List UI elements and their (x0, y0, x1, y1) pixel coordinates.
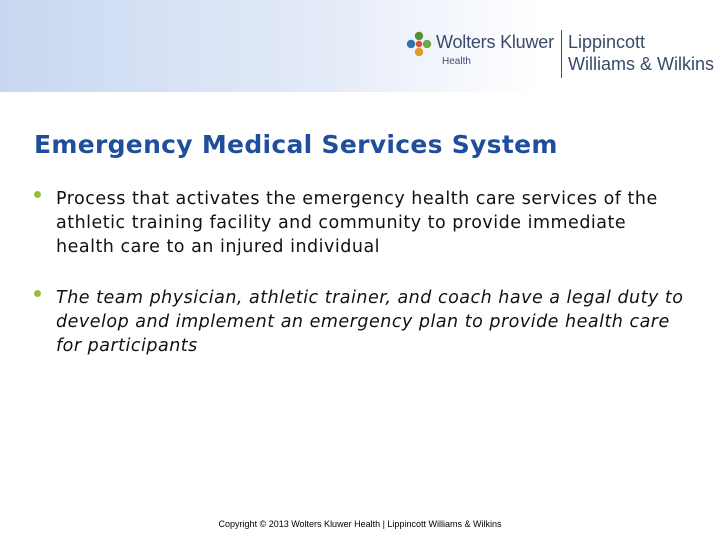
brand-name: Wolters Kluwer (436, 32, 554, 52)
bullet-dot-icon (34, 290, 41, 297)
bullet-text: Process that activates the emergency health care services of the athletic training facility and community to provide immediate health care to an injured individual (56, 189, 658, 257)
copyright-footer: Copyright © 2013 Wolters Kluwer Health | Lippincott Williams & Wilkins (218, 519, 502, 529)
wolters-kluwer-logo-icon (406, 31, 432, 57)
partner-line-1: Lippincott (568, 32, 646, 52)
brand-sub: Health (442, 56, 471, 67)
logo-divider (561, 30, 562, 78)
slide-title: Emergency Medical Services System (34, 130, 558, 159)
partner-line-2: Williams & Wilkins (568, 54, 714, 74)
bullet-text: The team physician, athletic trainer, and coach have a legal duty to develop and implement an emergency plan to provide health care for participants (56, 288, 684, 356)
bullet-dot-icon (34, 191, 41, 198)
publisher-logo (406, 28, 716, 80)
